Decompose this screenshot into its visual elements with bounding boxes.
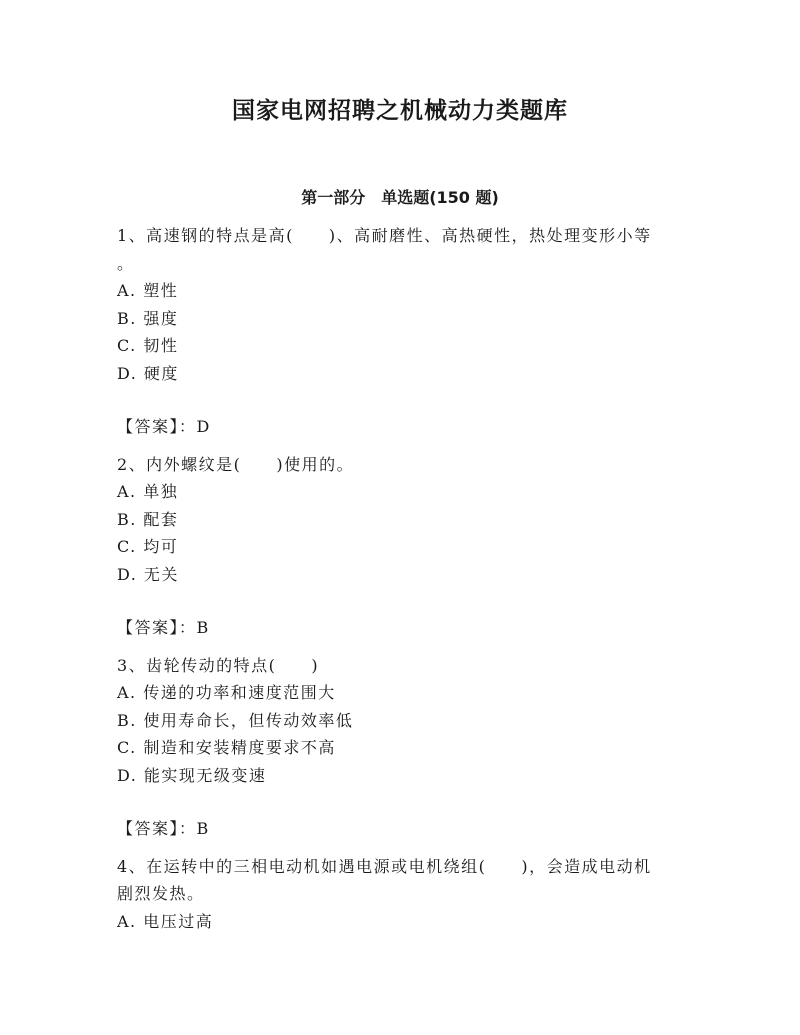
option-b: B. 使用寿命长，但传动效率低 bbox=[117, 710, 354, 730]
option-b: B. 配套 bbox=[117, 509, 179, 529]
question-stem-line: 剧烈发热。 bbox=[117, 884, 205, 903]
option-a: A. 传递的功率和速度范围大 bbox=[117, 683, 336, 702]
question-list bbox=[117, 222, 677, 935]
question-stem-line: 3、齿轮传动的特点( ) bbox=[117, 655, 320, 675]
option-a: A. 塑性 bbox=[117, 281, 179, 300]
question-stem-line: 1、高速钢的特点是高( )、高耐磨性、高热硬性，热处理变形小等 bbox=[117, 226, 652, 245]
question-stem-line: 。 bbox=[117, 253, 135, 273]
option-d: D. 能实现无级变速 bbox=[117, 765, 267, 785]
answer-line: 【答案】：D bbox=[117, 417, 211, 436]
option-d: D. 硬度 bbox=[117, 363, 179, 383]
option-c: C. 制造和安装精度要求不高 bbox=[117, 738, 336, 757]
question-stem-line: 4、在运转中的三相电动机如遇电源或电机绕组( )，会造成电动机 bbox=[117, 856, 652, 876]
question-2 bbox=[117, 451, 677, 642]
question-4 bbox=[117, 853, 677, 936]
question-1 bbox=[117, 222, 677, 441]
option-c: C. 韧性 bbox=[117, 336, 179, 355]
option-b: B. 强度 bbox=[117, 308, 179, 328]
section-title: 第一部分 单选题(150 题) bbox=[301, 188, 499, 207]
document-title: 国家电网招聘之机械动力类题库 bbox=[232, 98, 568, 124]
option-a: A. 单独 bbox=[117, 482, 179, 501]
option-a: A. 电压过高 bbox=[117, 911, 214, 931]
option-d: D. 无关 bbox=[117, 564, 179, 584]
option-c: C. 均可 bbox=[117, 537, 179, 556]
question-stem-line: 2、内外螺纹是( )使用的。 bbox=[117, 454, 355, 474]
answer-line: 【答案】：B bbox=[117, 819, 210, 838]
answer-line: 【答案】：B bbox=[117, 618, 210, 637]
question-3 bbox=[117, 652, 677, 843]
